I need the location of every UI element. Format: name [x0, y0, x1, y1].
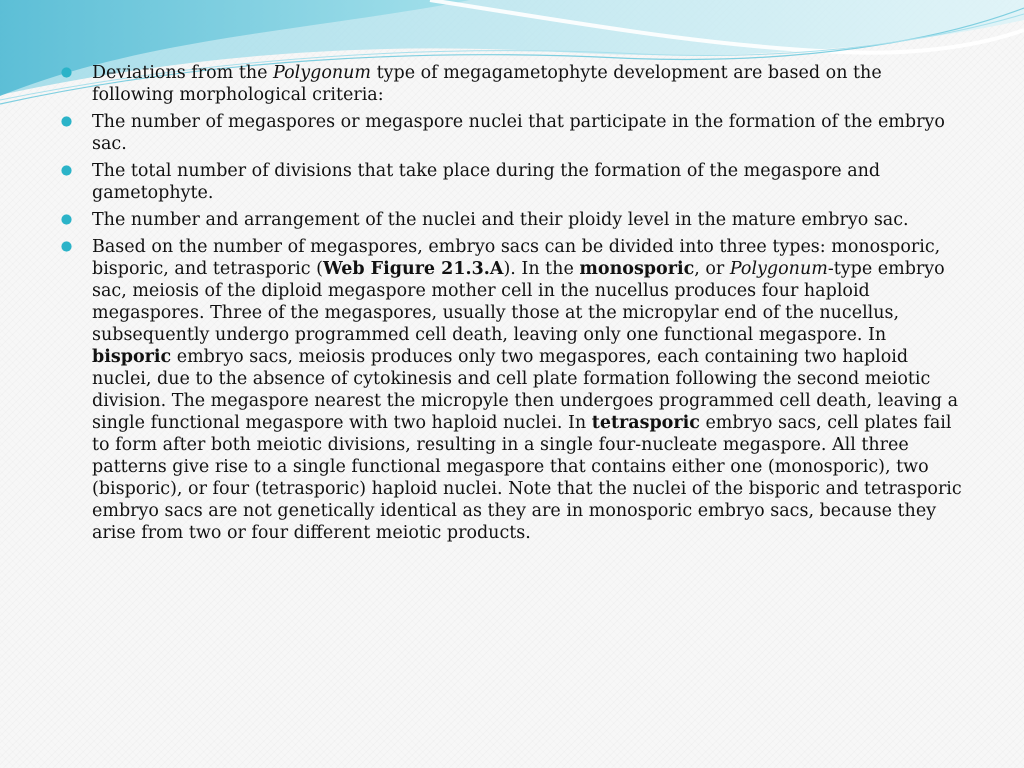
bullet-text: The number and arrangement of the nuclei and their ploidy level in the mature embryo sac.: [92, 210, 909, 230]
bullet-item: [58, 209, 968, 231]
bullet-text: -type embryo sac, meiosis of the diploid megaspore mother cell in the nucellus produces four haploid megaspores. Three of the megaspores, usually those at the micropylar end of the nucellus, subsequently undergo programmed cell death, leaving only one functional megaspore. In: [92, 259, 945, 345]
bullet-text: , or: [694, 259, 730, 279]
bullet-text: embryo sacs, meiosis produces only two megaspores, each containing two haploid nuclei, due to the absence of cytokinesis and cell plate formation following the second meiotic division. The megaspore nearest the micropyle then undergoes programmed cell death, leaving a single functional megaspore with two haploid nuclei. In: [92, 347, 959, 433]
bullet-item: [58, 160, 968, 204]
bold-term: tetrasporic: [591, 413, 700, 433]
bullet-item: [58, 236, 968, 544]
slide-content: [58, 62, 968, 549]
bullet-text: embryo sacs, cell plates fail to form after both meiotic divisions, resulting in a single four-nucleate megaspore. All three patterns give rise to a single functional megaspore that contains either one (monosporic), two (bisporic), or four (tetrasporic) haploid nuclei. Note that the nuclei of the bisporic and tetrasporic embryo sacs are not genetically identical as they are in monosporic embryo sacs, because they arise from two or four different meiotic products.: [92, 413, 962, 543]
bold-term: Web Figure 21.3.A: [322, 259, 504, 279]
bullet-text: The total number of divisions that take place during the formation of the megaspore and gametophyte.: [92, 161, 881, 203]
bullet-text: type of megagametophyte development are based on the following morphological criteria:: [92, 63, 882, 105]
bullet-text: The number of megaspores or megaspore nuclei that participate in the formation of the embryo sac.: [92, 112, 945, 154]
bullet-circle-icon: [60, 115, 73, 128]
bullet-list: [58, 62, 968, 544]
bold-term: monosporic: [579, 259, 695, 279]
bullet-text: ). In the: [503, 259, 580, 279]
bullet-text: Based on the number of megaspores, embryo sacs can be divided into three types: monosporic, bisporic, and tetrasporic (: [92, 237, 941, 279]
italic-term: Polygonum: [729, 259, 828, 279]
bullet-circle-icon: [60, 164, 73, 177]
bullet-text: Deviations from the: [92, 63, 274, 83]
bullet-circle-icon: [60, 240, 73, 253]
italic-term: Polygonum: [273, 63, 372, 83]
bullet-item: [58, 62, 968, 106]
bullet-circle-icon: [60, 213, 73, 226]
bold-term: bisporic: [92, 347, 172, 367]
bullet-item: [58, 111, 968, 155]
bullet-circle-icon: [60, 66, 73, 79]
